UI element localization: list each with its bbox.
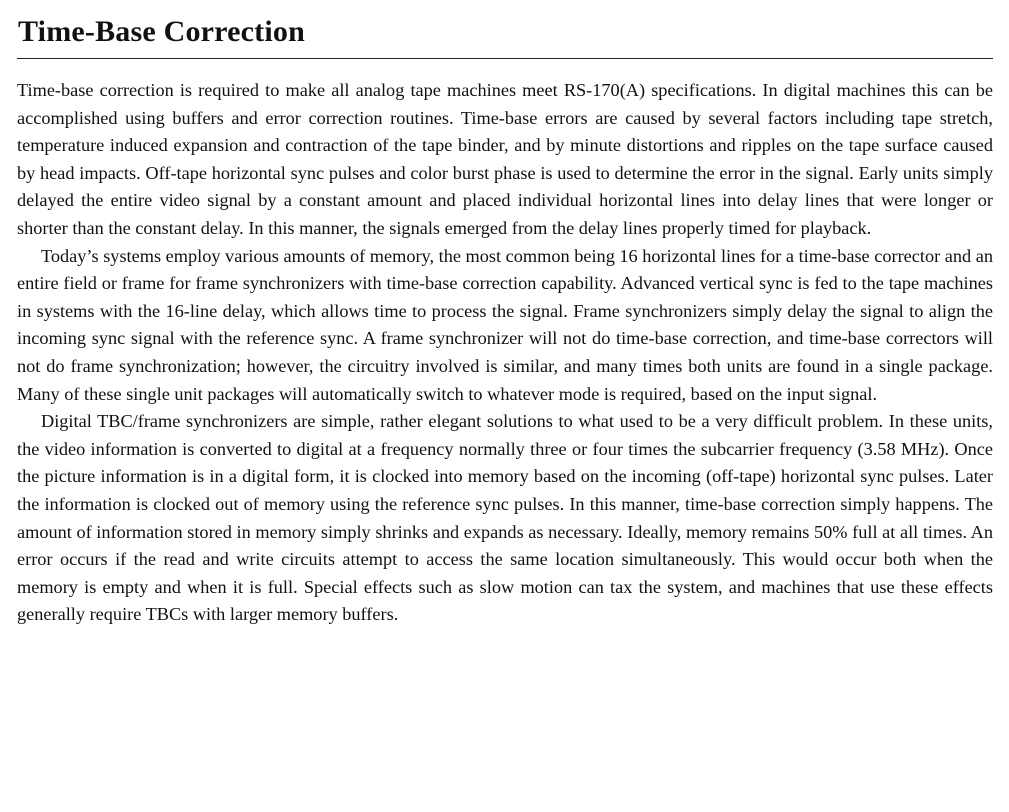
paragraph-digital-tbc: Digital TBC/frame synchronizers are simple, rather elegant solutions to what used to be a very difficult problem. In these units, the video information is converted to digital at a frequency normally three or four times the subcarrier frequency (3.58 MHz). Once the picture information is in a digital form, it is clocked into memory based on the incoming (off-tape) horizontal sync pulses. Later the information is clocked out of memory using the reference sync pulses. In this manner, time-base correction simply happens. The amount of information stored in memory simply shrinks and expands as necessary. Ideally, memory remains 50% full at all times. An error occurs if the read and write circuits attempt to access the same location simultaneously. This would occur both when the memory is empty and when it is full. Special effects such as slow motion can tax the system, and machines that use these effects generally require TBCs with larger memory buffers. [17, 411, 993, 625]
paragraph-time-base-correction: Time-base correction is required to make all analog tape machines meet RS-170(A) specifications. In digital machines this can be accomplished using buffers and error correction routines. Time-base errors are caused by several factors including tape stretch, temperature induced expansion and contraction of the tape binder, and by minute distortions and ripples on the tape surface caused by head impacts. Off-tape horizontal sync pulses and color burst phase is used to determine the error in the signal. Early units simply delayed the entire video signal by a constant amount and placed individual horizontal lines into delay lines that were longer or shorter than the constant delay. In this manner, the signals emerged from the delay lines properly timed for playback. [17, 80, 993, 238]
document-page [17, 12, 993, 629]
section-heading: Time-Base Correction [18, 15, 305, 48]
heading-divider [17, 58, 993, 59]
paragraph-memory-systems: Today’s systems employ various amounts of memory, the most common being 16 horizontal lines for a time-base corrector and an entire field or frame for frame synchronizers with time-base correction capability. Advanced vertical sync is fed to the tape machines in systems with the 16-line delay, which allows time to process the signal. Frame synchronizers simply delay the signal to align the incoming sync signal with the reference sync. A frame synchronizer will not do time-base correction, and time-base correctors will not do frame synchronization; however, the circuitry involved is similar, and many times both units are found in a single package. Many of these single unit packages will automatically switch to whatever mode is required, based on the input signal. [17, 245, 993, 404]
section-body [17, 77, 993, 629]
